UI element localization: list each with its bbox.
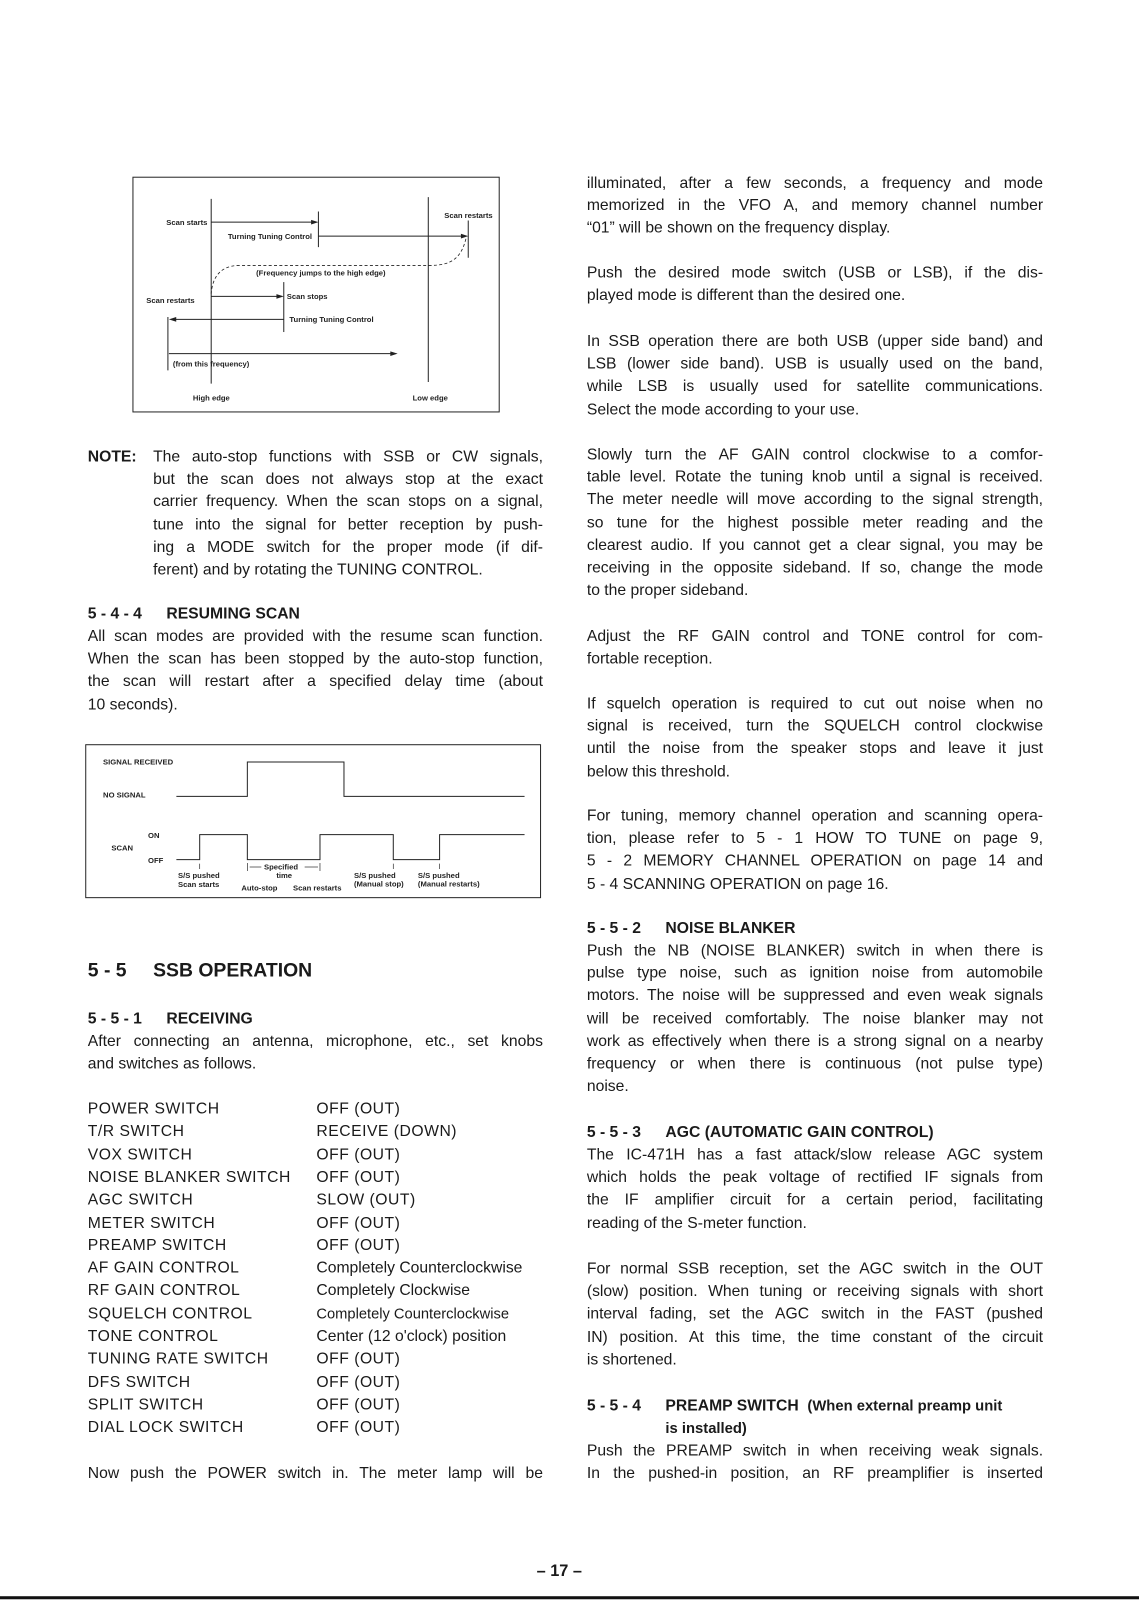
setting-label: SQUELCH CONTROL [87,1305,253,1323]
text-line: until the noise from the speaker stops and leave it just [586,740,1044,758]
label-scan-starts: Scan starts [166,217,208,227]
diagram-frame [86,745,541,898]
text-line: 5 - 4 SCANNING OPERATION on page 16. [586,875,889,893]
section-subtitle: (When external preamp unit [807,1398,1003,1415]
label-off: OFF [148,856,164,866]
bottom-rule [0,1596,1139,1599]
text-line: but the scan does not always stop at the exact [153,470,543,489]
label-scan-restarts: Scan restarts [146,295,195,305]
text-line: The auto-stop functions with SSB or CW signals, [153,448,543,466]
noise-blanker-paragraph [587,940,1043,1099]
label-scan-restarts: Scan restarts [444,210,493,220]
label-scan-stops: Scan stops [287,291,328,301]
text-line: ferent) and by rotating the TUNING CONTROL. [153,561,483,579]
text-line: The IC-471H has a fast attack/slow release AGC system [586,1146,1044,1164]
label-ss-pushed: S/S pushed [418,871,460,881]
note-text [153,446,543,582]
setting-value: Completely Counterclockwise [316,1259,523,1277]
signal-waveform [177,762,525,796]
label-turning-tuning-control: Turning Tuning Control [289,314,374,324]
text-line: “01” will be shown on the frequency display. [586,219,891,238]
note-label: NOTE: [87,448,137,466]
text-line: The meter needle will move according to the signal strength, [586,491,1044,509]
text-line: the scan will restart after a specified delay time (about [87,672,543,691]
section-title: PREAMP SWITCH [665,1397,799,1415]
label-on: ON [148,831,160,841]
resuming-scan-paragraph [88,626,543,717]
text-line: work as effectively when there is a strong signal on a nearby [586,1032,1044,1050]
setting-label: DIAL LOCK SWITCH [87,1418,244,1437]
setting-value: OFF (OUT) [316,1350,401,1368]
text-line: tion, please refer to 5 - 1 HOW TO TUNE on page 9, [586,829,1044,848]
text-line: (slow) position. When tuning or receiving signals with short [586,1283,1044,1301]
setting-label: VOX SWITCH [87,1145,193,1164]
text-line: pulse type noise, such as ignition noise from automobile [586,964,1044,983]
text-line: and switches as follows. [87,1055,257,1073]
page-number: – 17 – [536,1562,582,1580]
agc-paragraph [587,1144,1043,1235]
label-auto-stop: Auto-stop [241,883,278,893]
setting-value: OFF (OUT) [316,1214,401,1232]
label-signal-received: SIGNAL RECEIVED [103,757,174,767]
label-ss-pushed: S/S pushed [354,871,396,881]
text-line: fortable reception. [586,650,713,668]
setting-label: RF GAIN CONTROL [87,1282,241,1300]
label-from-this-frequency: (from this frequency) [173,358,250,368]
text-line: Push the NB (NOISE BLANKER) switch in when there is [586,942,1044,960]
setting-label: TUNING RATE SWITCH [87,1350,269,1368]
section-number: 5 - 4 - 4 [87,605,142,623]
text-line: tune into the signal for better reception by push- [153,515,543,534]
setting-value: Completely Clockwise [316,1282,471,1300]
text-line: Select the mode according to your use. [586,400,860,418]
section-heading-5-4-4 [88,603,300,625]
section-number: 5 - 5 - 3 [586,1123,641,1142]
power-paragraph [88,1463,543,1486]
setting-value: OFF (OUT) [316,1396,401,1414]
setting-label: POWER SWITCH [87,1100,220,1118]
section-number: 5 - 5 - 1 [87,1010,142,1028]
label-low-edge: Low edge [412,392,449,402]
section-heading-5-5-4 [587,1395,1002,1417]
setting-value: OFF (OUT) [316,1418,401,1437]
arrowhead [169,317,176,322]
text-line: table level. Rotate the tuning knob until a signal is received. [586,468,1044,486]
text-line: to the proper sideband. [586,581,749,600]
text-line: For normal SSB reception, set the AGC switch in the OUT [586,1260,1044,1278]
text-line: frequency or when there is continuous (not pulse type) [586,1055,1044,1073]
setting-value: RECEIVE (DOWN) [316,1122,458,1141]
label-scan-starts: Scan starts [178,879,220,889]
text-line: while LSB is usually used for satellite communications. [586,378,1044,396]
text-line: clearest audio. If you cannot get a clear signal, you may be [586,536,1044,554]
setting-label: NOISE BLANKER SWITCH [87,1168,291,1186]
arrowhead [391,351,398,356]
label-ss-pushed: S/S pushed [178,871,221,881]
section-title: RECEIVING [166,1010,253,1028]
setting-value: Completely Counterclockwise [316,1306,510,1323]
text-line: All scan modes are provided with the resume scan function. [87,627,543,646]
text-line: noise. [586,1077,629,1096]
setting-value: OFF (OUT) [316,1373,401,1391]
text-line: below this threshold. [586,762,731,781]
text-line: receiving in the opposite sideband. If so, change the mode [586,559,1044,577]
text-line: is shortened. [586,1351,677,1369]
scan-timing-diagram [85,730,545,900]
setting-label: TONE CONTROL [87,1327,219,1346]
text-line: interval fading, set the AGC switch in the FAST (pushed [586,1305,1044,1324]
label-frequency-jumps: (Frequency jumps to the high edge) [256,267,386,277]
paragraph [587,805,1043,896]
frequency-jump-dashed-curve [211,238,466,293]
paragraph [587,262,1043,307]
label-specified: Specified [264,862,299,872]
arrowhead [311,219,318,224]
text-line: played mode is different than the desired one. [586,286,906,305]
setting-value: OFF (OUT) [316,1145,401,1164]
label-manual-restarts: (Manual restarts) [418,879,480,889]
text-line: Push the PREAMP switch in when receiving weak signals. [586,1442,1044,1460]
text-line: For tuning, memory channel operation and scanning opera- [586,807,1044,825]
label-high-edge: High edge [193,392,231,402]
setting-label: PREAMP SWITCH [87,1236,227,1255]
paragraph [587,693,1043,784]
text-line: carrier frequency. When the scan stops on a signal, [153,493,543,511]
paragraph [587,172,1043,240]
section-number: 5 - 5 [87,960,127,982]
arrowhead [277,294,284,299]
paragraph [587,444,1043,603]
agc-paragraph-2 [587,1258,1043,1371]
text-line: will be received comfortably. The noise blanker may not [586,1009,1044,1028]
text-line: Slowly turn the AF GAIN control clockwise to a comfor- [586,446,1044,464]
text-line: LSB (lower side band). USB is usually used on the band, [586,355,1044,373]
section-heading-5-5 [88,960,312,982]
section-heading-5-5-2 [587,918,796,940]
section-title: SSB OPERATION [153,960,313,982]
text-line: When the scan has been stopped by the auto-stop function, [87,650,543,668]
setting-label: METER SWITCH [87,1214,216,1232]
text-line: After connecting an antenna, microphone, etc., set knobs [87,1032,543,1051]
setting-label: T/R SWITCH [87,1122,185,1141]
section-number: 5 - 5 - 4 [586,1397,641,1415]
setting-value: OFF (OUT) [316,1100,401,1118]
text-line: illuminated, after a few seconds, a frequency and mode [586,174,1044,192]
section-title: RESUMING SCAN [166,605,300,623]
text-line: IN) position. At this time, the time constant of the circuit [586,1328,1044,1346]
preamp-paragraph [587,1440,1043,1485]
text-line: Adjust the RF GAIN control and TONE control for com- [586,627,1044,646]
label-turning-tuning-control: Turning Tuning Control [228,231,313,241]
text-line: motors. The noise will be suppressed and even weak signals [586,987,1044,1005]
paragraph [587,331,1043,422]
section-number: 5 - 5 - 2 [586,919,641,937]
setting-value: OFF (OUT) [316,1236,401,1255]
text-line: In the pushed-in position, an RF preamplifier is inserted [586,1464,1044,1483]
scan-resume-diagram [130,170,503,415]
section-subtitle-cont: is installed) [665,1420,747,1438]
paragraph [587,626,1043,671]
text-line: reading of the S-meter function. [586,1214,807,1232]
section-heading-5-5-1 [88,1008,253,1030]
setting-label: AGC SWITCH [87,1191,194,1209]
label-scan: SCAN [111,843,134,853]
text-line: signal is received, turn the SQUELCH control clockwise [586,717,1044,736]
text-line: 5 - 2 MEMORY CHANNEL OPERATION on page 14 and [586,852,1044,870]
scan-waveform [177,835,525,860]
label-manual-stop: (Manual stop) [354,879,405,889]
text-line: Push the desired mode switch (USB or LSB), if the dis- [586,264,1044,282]
label-time: time [276,871,293,881]
setting-value: OFF (OUT) [316,1168,401,1186]
label-no-signal: NO SIGNAL [103,790,146,800]
arrowhead [461,233,468,238]
text-line: If squelch operation is required to cut out noise when no [586,695,1044,713]
label-scan-restarts: Scan restarts [293,883,342,893]
setting-value: Center (12 o'clock) position [316,1327,507,1346]
text-line: so tune for the highest possible meter reading and the [586,513,1044,532]
section-heading-5-5-3 [587,1122,934,1144]
text-line: the IF amplifier circuit for a certain period, facilitating [586,1191,1044,1209]
text-line: 10 seconds). [87,695,178,713]
text-line: ing a MODE switch for the proper mode (if dif- [153,538,543,556]
text-line: memorized in the VFO A, and memory channel number [586,197,1044,215]
text-line: which holds the peak voltage of rectified IF signals from [586,1168,1044,1187]
setting-label: AF GAIN CONTROL [87,1259,240,1277]
section-title: AGC (AUTOMATIC GAIN CONTROL) [665,1123,934,1142]
section-title: NOISE BLANKER [665,919,796,937]
setting-value: SLOW (OUT) [316,1191,416,1209]
text-line: Now push the POWER switch in. The meter lamp will be [87,1464,543,1482]
receiving-paragraph [88,1031,543,1076]
setting-label: DFS SWITCH [87,1373,191,1391]
text-line: In SSB operation there are both USB (upper side band) and [586,332,1044,351]
setting-label: SPLIT SWITCH [87,1396,204,1414]
